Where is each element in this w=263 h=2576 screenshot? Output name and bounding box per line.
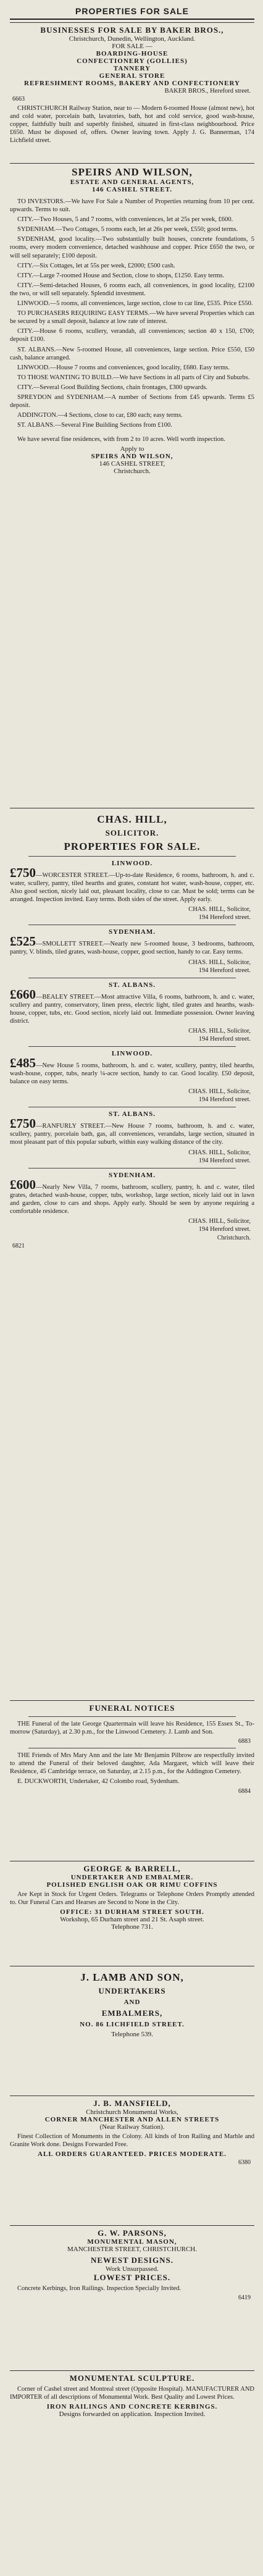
hill-listing bbox=[10, 1172, 254, 1233]
mansfield-subhead: Christchurch Monumental Works, bbox=[86, 2108, 178, 2116]
hill-sig-address: 194 Hereford street. bbox=[198, 1096, 251, 1104]
hill-sig-name: CHAS. HILL, Solicitor, bbox=[188, 1149, 251, 1156]
lamb-and: AND bbox=[123, 1999, 141, 2006]
mansfield-name: J. B. MANSFIELD, bbox=[93, 2099, 171, 2108]
sculpture-end: Designs forwarded on application. Inspection Invited. bbox=[59, 2410, 206, 2419]
mansfield-body: Finest Collection of Monuments in the Colony. All kinds of Iron Railing and Marble and Granite Work done. Designs Forwarded Free. bbox=[10, 2133, 254, 2149]
lamb-embalmers: EMBALMERS, bbox=[101, 2008, 163, 2018]
hill-listing bbox=[10, 1050, 254, 1104]
speirs-listing: CITY.—House 6 rooms, scullery, verandah, all conveniences; section 40 x 150, £700; deposit £100. bbox=[10, 328, 254, 343]
hill-price: £750 bbox=[10, 865, 36, 880]
baker-head: BUSINESSES FOR SALE BY BAKER BROS., bbox=[40, 25, 224, 35]
speirs-listing: ST. ALBANS.—New 5-roomed House, all conveniences, large section. Price £550, £50 cash, balance arranged. bbox=[10, 346, 254, 361]
funeral-notice-quartermain: THE Funeral of the late George Quartermain will leave his Residence, 155 Essex St., To-morrow (Saturday), at 2.30 p.m., for the Linwood Cemetery. J. Lamb and Son. bbox=[10, 1721, 254, 1736]
baker-item: BOARDING-HOUSE bbox=[96, 50, 169, 57]
speirs-listing: TO PURCHASERS REQUIRING EASY TERMS.—We have several Properties which can be secured by a small deposit, balance at low rate of interest. bbox=[10, 310, 254, 325]
funeral-notice-number: 6884 bbox=[238, 1787, 251, 1795]
baker-item: REFRESHMENT ROOMS, BAKERY AND CONFECTIONERY bbox=[24, 80, 240, 87]
hill-sig-name: CHAS. HILL, Solicitor, bbox=[188, 906, 251, 913]
hill-description: —WORCESTER STREET.—Up-to-date Residence, 6 rooms, bathroom, h. and c. water, scullery, pantry, tiled hearths and grates, constant hot water, wash-house, copper, etc. Also good section, nicely laid out, pleasant locality, close to car. Must be sold; terms can be arranged. Inspection invited. Easy terms. Both sides of the street. Apply early. bbox=[10, 872, 254, 904]
speirs-listing: LINWOOD.—5 rooms, all conveniences, large section, close to car line, £535. Price £550. bbox=[17, 300, 253, 308]
hill-price: £485 bbox=[10, 1055, 36, 1070]
hill-price: £525 bbox=[10, 934, 36, 949]
hill-price: £600 bbox=[10, 1177, 36, 1192]
hill-price: £660 bbox=[10, 986, 36, 1002]
hill-properties-title: PROPERTIES FOR SALE. bbox=[64, 841, 201, 852]
baker-branches: Christchurch, Dunedin, Wellington, Auckland. bbox=[69, 35, 196, 43]
parsons-ad-number: 6419 bbox=[238, 2294, 251, 2302]
baker-item: TANNERY bbox=[113, 65, 151, 72]
parsons-head: G. W. PARSONS, bbox=[98, 2228, 167, 2238]
speirs-subhead: ESTATE AND GENERAL AGENTS, bbox=[70, 178, 194, 186]
sculpture-body: Corner of Cashel street and Montreal street (Opposite Hospital). MANUFACTURER AND IMPORTER of all descriptions of Monumental Work. Best Quality and Lowest Prices. bbox=[10, 2386, 254, 2401]
hill-name: CHAS. HILL, bbox=[97, 813, 167, 825]
speirs-listing: ADDINGTON.—4 Sections, close to car, £80 each; easy terms. bbox=[17, 412, 183, 419]
parsons-newest: NEWEST DESIGNS. bbox=[91, 2255, 173, 2265]
funeral-notice-number: 6883 bbox=[238, 1738, 251, 1745]
hill-description: —Nearly New Villa, 7 rooms, bathroom, scullery, pantry, h. and c. water, tiled grates, detached wash-house, copper, tubs, workshop, large section, nicely laid out in lawn and garden, close to cars and shops. Apply early. Should be seen by anyone requiring a comfortable residence. bbox=[10, 1183, 254, 1215]
speirs-wilson-ad bbox=[10, 163, 254, 802]
hill-role: SOLICITOR. bbox=[105, 828, 159, 837]
mansfield-location: CORNER MANCHESTER AND ALLEN STREETS bbox=[44, 2116, 220, 2123]
speirs-listing: SYDENHAM.—Two Cottages, 5 rooms each, let at 26s per week, £550; good terms. bbox=[17, 226, 238, 233]
hill-location: ST. ALBANS. bbox=[109, 1110, 156, 1118]
barrell-coffins: POLISHED ENGLISH OAK OR RIMU COFFINS bbox=[46, 1881, 218, 1889]
lamb-name: J. LAMB AND SON, bbox=[80, 1971, 184, 1983]
hill-sig-address: 194 Hereford street. bbox=[198, 914, 251, 921]
hill-description: —BEALEY STREET.—Most attractive Villa, 6 rooms, bathroom, h. and c. water, scullery and pantry, conservatory, linen press, electric light, tiled grates and hearths, wash-house, copper, tubs, etc. Good section, nicely laid out. Immediate possession. Owner leaving district. bbox=[10, 993, 254, 1025]
speirs-listing: CITY.—Semi-detached Houses, 6 rooms each, all conveniences, in good locality, £2100 the two, or will sell separately. Splendid investment. bbox=[10, 282, 254, 297]
baker-ad-number: 6663 bbox=[12, 96, 25, 103]
mansfield-ad bbox=[10, 2096, 254, 2222]
sculpture-head: MONUMENTAL SCULPTURE. bbox=[69, 2373, 195, 2383]
lamb-undertakers: UNDERTAKERS bbox=[98, 1986, 166, 1995]
section-header bbox=[10, 5, 254, 20]
parsons-work: Work Unsurpassed. bbox=[106, 2265, 159, 2273]
barrell-head: GEORGE & BARRELL, bbox=[83, 1864, 181, 1873]
george-barrell-ad bbox=[10, 1861, 254, 1963]
speirs-head: SPEIRS AND WILSON, bbox=[72, 166, 193, 178]
hill-location: LINWOOD. bbox=[111, 1049, 153, 1057]
speirs-signature: SPEIRS AND WILSON, bbox=[91, 453, 173, 461]
baker-item: GENERAL STORE bbox=[99, 72, 165, 80]
funeral-notice-pilbrow: THE Friends of Mrs Mary Ann and the late Mr Benjamin Pilbrow are respectfully invited to attend the Funeral of their beloved daughter, Ada Margaret, which will leave their Residence, 45 Cambridge terrace, on Saturday, at 2.15 p.m., for the Addington Cemetery. bbox=[10, 1752, 254, 1776]
speirs-listing: TO THOSE WANTING TO BUILD.—We have Sections in all parts of City and Suburbs. bbox=[17, 374, 250, 381]
baker-for-sale: FOR SALE — bbox=[112, 43, 152, 50]
parsons-body: Concrete Kerbings, Iron Railings. Inspection Specially Invited. bbox=[17, 2285, 182, 2292]
hill-description: —RANFURLY STREET.—New House 7 rooms, bathroom, h. and c. water, scullery, pantry, porcelain bath, gas, all conveniences, verandahs, large section, situated in most pleasant part of this popular suburb, within easy walking distance of the city. bbox=[10, 1123, 254, 1146]
speirs-listing: CITY.—Two Houses, 5 and 7 rooms, with conveniences, let at 25s per week, £600. bbox=[17, 216, 233, 224]
funeral-title: FUNERAL NOTICES bbox=[89, 1703, 175, 1713]
speirs-city: Christchurch. bbox=[114, 468, 151, 476]
baker-house-notice: CHRISTCHURCH Railway Station, near to — Modern 6-roomed House (almost new), hot and cold water, porcelain bath, lavatories, bath, hot and cold service, good wash-house, copper, faithfully built and superbly finished, situated in first-class neighbourhood. Price £650. Must be disposed of, offers. Owner leaving town. Apply J. G. Bannerman, 174 Lichfield street. bbox=[10, 105, 254, 145]
hill-sig-address: 194 Hereford street. bbox=[198, 1225, 251, 1233]
hill-city: Christchurch. bbox=[217, 1234, 251, 1241]
hill-price: £750 bbox=[10, 1116, 36, 1131]
sculpture-ad bbox=[10, 2370, 254, 2571]
barrell-office: OFFICE: 31 DURHAM STREET SOUTH. bbox=[60, 1908, 204, 1916]
sculpture-iron: IRON RAILINGS AND CONCRETE KERBINGS. bbox=[46, 2403, 218, 2411]
parsons-subhead: MONUMENTAL MASON, bbox=[87, 2238, 177, 2246]
speirs-address: 146 CASHEL STREET. bbox=[92, 186, 172, 193]
barrell-workshop: Workshop, 65 Durham street and 21 St. Asaph street. bbox=[60, 1916, 204, 1924]
speirs-listing: CITY.—Several Good Building Sections, chain frontages, £300 upwards. bbox=[17, 384, 208, 391]
hill-sig-name: CHAS. HILL, Solicitor, bbox=[188, 1088, 251, 1096]
hill-sig-name: CHAS. HILL, Solicitor, bbox=[188, 1217, 251, 1225]
hill-sig-name: CHAS. HILL, Solicitor, bbox=[188, 959, 251, 966]
hill-ad-number: 6821 bbox=[12, 1242, 25, 1249]
hill-location: LINWOOD. bbox=[111, 860, 153, 867]
hill-sig-name: CHAS. HILL, Solicitor, bbox=[188, 1027, 251, 1034]
lamb-address: NO. 86 LICHFIELD STREET. bbox=[80, 2021, 185, 2028]
barrell-body: Are Kept in Stock for Urgent Orders. Telegrams or Telephone Orders Promptly attended to. Our Funeral Cars and Hearses are Second to None in the City. bbox=[10, 1891, 254, 1907]
hill-listing bbox=[10, 860, 254, 921]
lamb-and-son-ad bbox=[10, 1966, 254, 2092]
speirs-listing: LINWOOD.—House 7 rooms and conveniences, good locality, £680. Easy terms. bbox=[17, 364, 230, 371]
parsons-ad bbox=[10, 2225, 254, 2367]
baker-item: CONFECTIONERY (GOLLIES) bbox=[77, 57, 188, 65]
speirs-listing: ST. ALBANS.—Several Fine Building Sections from £100. bbox=[17, 422, 172, 429]
hill-description: —SMOLLETT STREET.—Nearly new 5-roomed house, 3 bedrooms, bathroom, pantry, V. blinds, tiled grates, wash-house, copper, good section, handy to car. Easy terms. bbox=[10, 941, 254, 956]
speirs-listing: SYDENHAM, good locality.—Two substantially built houses, concrete foundations, 5 rooms, every modern convenience, detached washhouse and copper. Price £650 the two, or will sell separately; £100 deposit. bbox=[10, 236, 254, 259]
speirs-listing: CITY.—Large 7-roomed House and Section, close to shops, £1250. Easy terms. bbox=[17, 272, 225, 279]
barrell-telephone: Telephone 731. bbox=[111, 1923, 153, 1931]
hill-sig-address: 194 Hereford street. bbox=[198, 1035, 251, 1043]
chas-hill-ad bbox=[10, 808, 254, 1694]
speirs-sig-address: 146 CASHEL STREET, bbox=[99, 460, 165, 468]
hill-listing bbox=[10, 981, 254, 1043]
speirs-listing: CITY.—Six Cottages, let at 55s per week, £2000; £500 cash. bbox=[17, 262, 175, 269]
mansfield-ad-number: 6380 bbox=[238, 2159, 251, 2167]
parsons-lowest: LOWEST PRICES. bbox=[93, 2273, 171, 2282]
baker-signature: BAKER BROS., Hereford street. bbox=[164, 88, 251, 94]
lamb-telephone: Telephone 539. bbox=[111, 2031, 153, 2038]
hill-sig-address: 194 Hereford street. bbox=[198, 1157, 251, 1164]
hill-sig-address: 194 Hereford street. bbox=[198, 967, 251, 974]
funeral-undertaker: E. DUCKWORTH, Undertaker, 42 Colombo road, Sydenham. bbox=[17, 1778, 180, 1785]
funeral-notices bbox=[10, 1700, 254, 1858]
barrell-subhead: UNDERTAKER AND EMBALMER. bbox=[70, 1874, 194, 1881]
speirs-apply: Apply to bbox=[120, 445, 144, 453]
newspaper-page bbox=[10, 5, 254, 2571]
hill-description: —New House 5 rooms, bathroom, h. and c. water, scullery, pantry, tiled hearths, wash-house, copper, tubs, nearly ¼-acre section, handy to car. Good locality. £50 deposit, balance on easy terms. bbox=[10, 1062, 254, 1086]
section-title: PROPERTIES FOR SALE bbox=[10, 5, 254, 20]
baker-bros-ad bbox=[10, 22, 254, 161]
hill-listing bbox=[10, 928, 254, 974]
hill-location: ST. ALBANS. bbox=[109, 981, 156, 989]
mansfield-location-note: (Near Railway Station). bbox=[99, 2123, 165, 2131]
mansfield-prices: ALL ORDERS GUARANTEED. PRICES MODERATE. bbox=[38, 2150, 227, 2159]
speirs-listing: SPREYDON and SYDENHAM.—A number of Sections from £45 upwards. Terms £5 deposit. bbox=[10, 393, 254, 409]
parsons-address: MANCHESTER STREET, CHRISTCHURCH. bbox=[67, 2246, 198, 2253]
hill-listing bbox=[10, 1110, 254, 1164]
hill-location: SYDENHAM. bbox=[109, 1171, 156, 1179]
hill-location: SYDENHAM. bbox=[109, 928, 156, 936]
speirs-footer: We have several fine residences, with from 2 to 10 acres. Well worth inspection. bbox=[17, 436, 225, 443]
speirs-listing: TO INVESTORS.—We have For Sale a Number of Properties returning from 10 per cent. upwards. Terms to suit. bbox=[10, 198, 254, 214]
